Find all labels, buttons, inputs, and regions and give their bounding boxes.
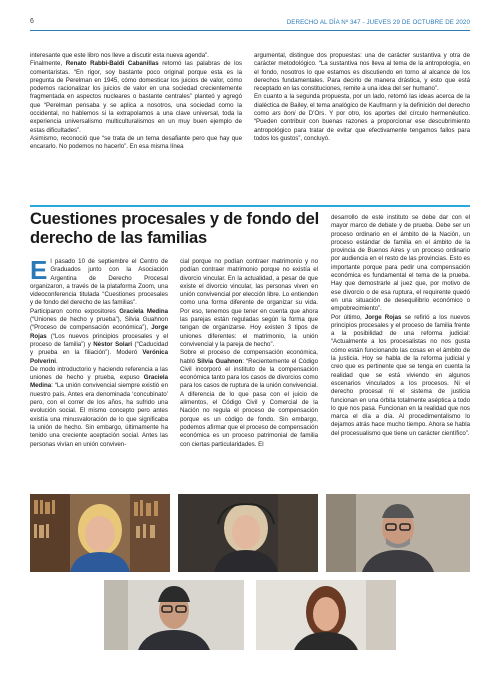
page-header bbox=[30, 18, 470, 30]
paragraph: desarrollo de este instituto se debe dar con el mayor marco de debate y de prueba. Debe ser un proceso ordinario en el ámbito de la Nación, un proceso estándar de familia en el ámbito de la provincia de Buenos Aires y un proceso ordinario por audiencia en el resto de las provincias. Esto es importante porque para pedir una compensación económica es fundamental el tema de la prueba. Hay que demostrarle al juez que, por motivo de ese divorcio o de esa ruptura, el requirente quedó en una situación de desequilibrio económico o empobrecimiento”. bbox=[331, 214, 470, 313]
photo-speaker-2 bbox=[178, 494, 318, 572]
photo-speaker-1 bbox=[30, 494, 170, 572]
paragraph: argumental, distingue dos propuestas: una de carácter sustantiva y otra de carácter metodológico. “La sustantiva nos lleva al tema de la antropología, en el fondo, nosotros lo que estamos es discutiendo en torno al alcance de los derechos fundamentales. Para decirlo de manera drástica, y esto que está receptado en las constituciones, remite a una idea del ser humano”. bbox=[254, 52, 470, 93]
article-column-2 bbox=[180, 258, 318, 449]
top-right-column bbox=[254, 52, 470, 143]
videoconference-photos bbox=[30, 494, 470, 650]
page-number: 6 bbox=[30, 18, 34, 25]
publication-line: DERECHO AL DÍA Nº 347 - JUEVES 29 DE OCTUBRE DE 2020 bbox=[286, 19, 470, 26]
photo-speaker-3 bbox=[326, 494, 470, 572]
article-title: Cuestiones procesales y de fondo del derecho de las familias bbox=[30, 210, 319, 247]
paragraph: Finalmente, Renato Rabbi-Baldi Cabanillas retomó las palabras de los comentaristas. “En rigor, soy bastante poco original porque esta es la pregunta de Perelman en 1945, cómo domesticar los juicios de valor, cómo podemos racionalizar los juicios de valor en una sociedad crecientemente fragmentada en aspectos nucleares o bastante centrales” planteó y agregó que “Perelman pensaba y se aplica a nosotros, una sociedad como la occidental, no hablemos si la extrapolamos a una clave universal, toda la experiencia universalismo multiculturalismos en un muy buen ejemplo de estas dificultades”. bbox=[30, 60, 242, 134]
paragraph: De modo introductorio y haciendo referencia a las uniones de hecho y prueba, expuso Graciela Medina: “La unión convivencial siempre existió en nuestro país. Antes era denominada ‘concubinato’ pero, con el correr de los años, ha sufrido una evolución social. El mismo concepto pero antes existía una minusvaloración de lo que significaba la unión de hecho. Sin embargo, últimamente ha tenido una creciente aceptación social. Antes las personas vivían en unión conviven- bbox=[30, 365, 168, 448]
header-rule bbox=[30, 30, 470, 31]
paragraph: Asimismo, reconoció que “se trata de un tema desafiante pero que hay que encararlo. No podemos no hacerlo”. En esa misma línea bbox=[30, 134, 242, 151]
section-divider bbox=[30, 205, 470, 207]
paragraph: Por último, Jorge Rojas se refirió a los nuevos principios procesales y el proceso de familia frente a la posibilidad de una reforma judicial: “Actualmente a los procesalistas no nos gusta cómo están funcionando las cosas en el ámbito de la justicia. Hoy se habla de la reforma judicial y creo que es pertinente que se tenga en cuenta la realidad que se está viviendo en algunos escenarios vinculados a los procesos. Ni el derecho procesal ni el sistema de justicia funcionan en una órbita totalmente aséptica a todo lo que nos pasa. Funcionan en la realidad que nos marca el día a día. Al procedimentalismo lo dejamos atrás hace mucho tiempo. Ahora se habla del procesualismo que tiene un carácter científico”. bbox=[331, 313, 470, 437]
speaker-name: Renato Rabbi-Baldi Cabanillas bbox=[65, 60, 159, 68]
paragraph: Participaron como expositores Graciela Medina (“Uniones de hecho y prueba”), Silvia Guahnon (“Proceso de compensación económica”), Jorge Rojas (“Los nuevos principios procesales y el proceso de familia”) y Néstor Solari (“Caducidad y prueba en la filiación”). Moderó Verónica Polverini. bbox=[30, 307, 168, 365]
paragraph: cial porque no podían contraer matrimonio y no podían contraer matrimonio porque no existía el divorcio vincular. En la actualidad, a pesar de que existe el divorcio vincular, las personas viven en unión convivencial por elección libre. Lo entienden como una forma diferente de organizar su vida. Por eso, tenemos que tener en cuenta que ahora las parejas están reguladas según la forma que tengan de organizarse. Hoy existen 3 tipos de uniones diferentes: el matrimonio, la unión convivencial y la pareja de hecho”. bbox=[180, 258, 318, 348]
paragraph: interesante que este libro nos lleve a discutir esta nueva agenda”. bbox=[30, 52, 209, 59]
paragraph: El pasado 10 de septiembre el Centro de Graduados junto con la Asociación Argentina de Derecho Procesal organizaron, a través de la plataforma Zoom, una videoconferencia titulada “Cuestiones procesales y de fondo del derecho de las familias”. bbox=[30, 255, 168, 307]
paragraph: En cuanto a la segunda propuesta, por un lado, retomó las ideas acerca de la dialéctica de Bailey, el tema analógico de Kaufmann y la definición del derecho como ars boni de D’Ors. Y por otro, los aportes del círculo hermenéutico. “Pueden contribuir con buenas razones a proporcionar ese descubrimiento antropológico para tratar de evitar que efectivamente tengamos fallos para todos los gustos”, concluyó. bbox=[254, 93, 470, 142]
photo-speaker-5 bbox=[256, 580, 396, 650]
article-column-1 bbox=[30, 255, 168, 449]
paragraph: Sobre el proceso de compensación económica, habló Silvia Guahnon: “Recientemente el Código Civil incorporó el instituto de la compensación económica tanto para los casos de divorcios como para los casos de ruptura de la unión convivencial. A diferencia de lo que pasa con el juicio de alimentos, el Código Civil y Comercial de la Nación no regula el proceso de compensación porque es un código de fondo. Sin embargo, podemos afirmar que el proceso de compensación económica es un proceso patrimonial de familia con ciertas particularidades. El bbox=[180, 349, 318, 448]
drop-cap: E bbox=[30, 255, 48, 285]
photo-speaker-4 bbox=[104, 580, 244, 650]
article-column-3 bbox=[331, 214, 470, 438]
top-left-column bbox=[30, 52, 242, 152]
